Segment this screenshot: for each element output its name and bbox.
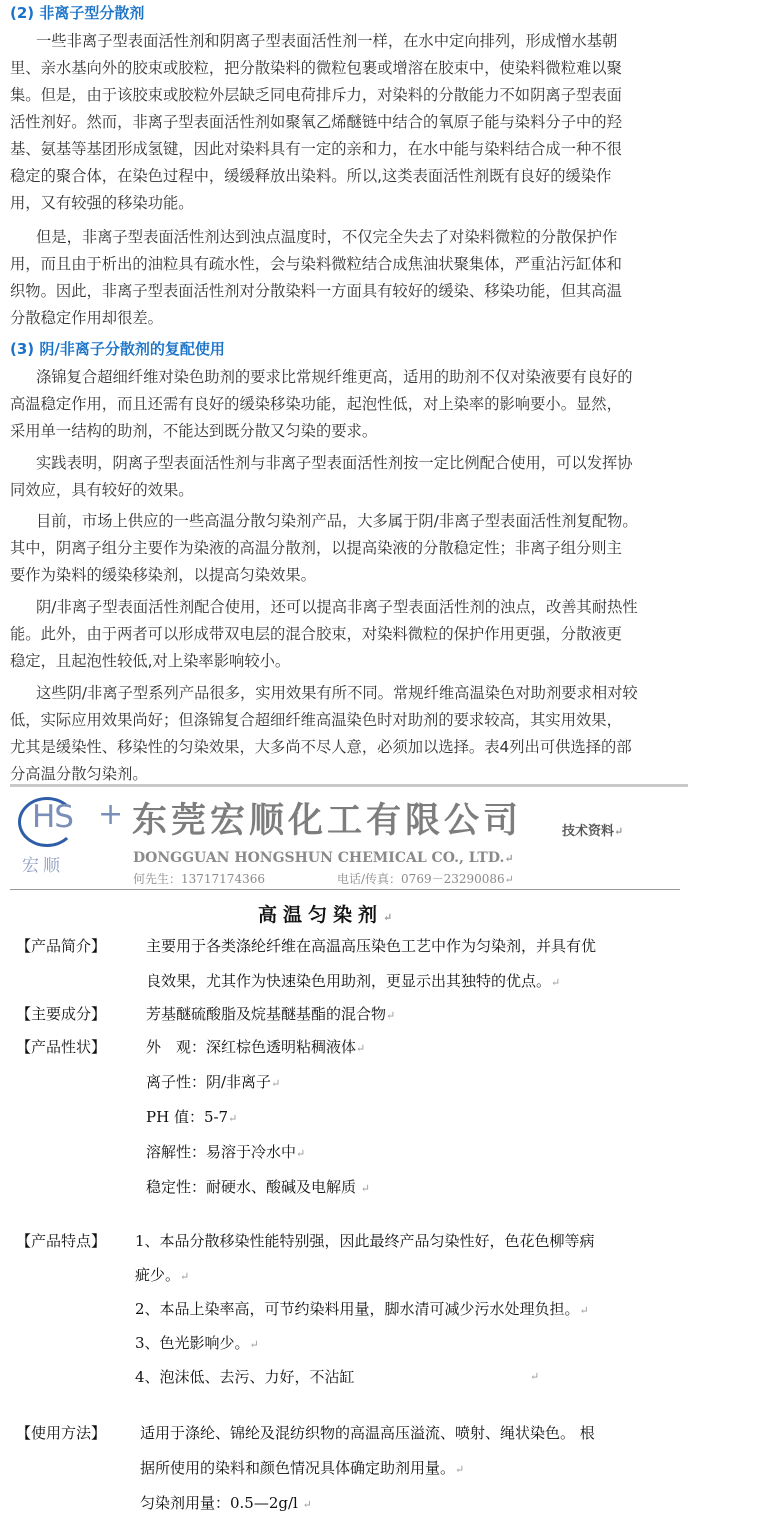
intro-label: 【产品简介】 [16,937,107,955]
paragraph-line: 这些阴/非离子型系列产品很多，实用效果有所不同。常规纤维高温染色对助剂要求相对较 [36,684,638,702]
paragraph-mark-icon: ↵ [504,873,514,886]
paragraph-line: 分散稳定作用却很差。 [10,309,163,327]
paragraph-line: 基、氨基等基团形成氢键，因此对染料具有一定的亲和力，在水中能与染料结合成一种不很 [10,140,622,158]
paragraph-line: 目前，市场上供应的一些高温分散匀染剂产品，大多属于阴/非离子型表面活性剂复配物。 [36,512,638,530]
composition-value [146,1003,395,1024]
company-en-text: DONGGUAN HONGSHUN CHEMICAL CO., LTD. [133,850,505,866]
paragraph-mark-icon: ↵ [579,1304,589,1317]
paragraph-mark-icon: ↵ [551,976,561,989]
paragraph-mark-icon: ↵ [271,1077,281,1090]
logo-plus-icon: + [98,797,124,832]
header-divider [10,889,680,890]
paragraph-mark-icon: ↵ [249,1338,259,1351]
logo-cn-text: 宏顺 [22,856,64,876]
feature-item: 4、泡沫低、去污、力好，不沾缸 [135,1368,355,1386]
contact-tel-text: 电话/传真：0769－23290086 [337,872,505,886]
property-text: 稳定性：耐硬水、酸碱及电解质 [146,1178,357,1196]
paragraph-line: 低，实际应用效果尚好；但涤锦复合超细纤维高温染色时对助剂的要求较高，其实用效果， [10,711,622,729]
features-label: 【产品特点】 [16,1232,107,1250]
paragraph-line: 活性剂好。然而，非离子型表面活性剂如聚氧乙烯醚链中结合的氧原子能与染料分子中的羟 [10,113,622,131]
paragraph-mark-icon: ↵ [302,1498,312,1511]
usage-line: 适用于涤纶、锦纶及混纺织物的高温高压溢流、喷射、绳状染色。 根 [140,1424,595,1442]
feature-text: 3、色光影响少。 [135,1334,250,1352]
property-stability [146,1176,370,1197]
logo-hs-text: HS [32,799,73,835]
paragraph-line: 尤其是缓染性、移染性的匀染效果，大多尚不尽人意，必须加以选择。表4列出可供选择的部 [10,738,632,756]
paragraph-line: 采用单一结构的助剂，不能达到既分散又匀染的要求。 [10,422,378,440]
intro-line: 主要用于各类涤纶纤维在高温高压染色工艺中作为匀染剂，并具有优 [146,937,597,955]
paragraph-mark-icon: ↵ [614,825,624,838]
tech-tag-text: 技术资料 [562,824,615,839]
paragraph-line: 能。此外，由于两者可以形成带双电层的混合胶束，对染料微粒的保护作用更强，分散液更 [10,625,622,643]
product-sheet-image [0,790,760,1523]
paragraph-line: 一些非离子型表面活性剂和阴离子型表面活性剂一样，在水中定向排列，形成憎水基朝 [36,32,618,50]
product-title [258,900,398,927]
paragraph-mark-icon: ↵ [455,1463,465,1476]
feature-item [135,1332,259,1353]
section-title-nonionic: (2) 非离子型分散剂 [10,4,145,22]
property-ph [146,1106,237,1127]
composition-label: 【主要成分】 [16,1005,107,1023]
usage-label: 【使用方法】 [16,1424,107,1442]
paragraph-line: 稳定的聚合体，在染色过程中，缓缓释放出染料。所以,这类表面活性剂既有良好的缓染作 [10,167,612,185]
feature-text: 疵少。 [135,1266,181,1284]
paragraph-line: 稳定，且起泡性较低,对上染率影响较小。 [10,652,291,670]
feature-item [135,1264,189,1285]
company-name-en [133,850,514,866]
product-title-text: 高温匀染剂 [258,904,384,926]
usage-text: 匀染剂用量：0.5—2g/l [140,1494,298,1512]
paragraph-mark-icon: ↵ [228,1112,238,1125]
usage-dosage [140,1492,312,1513]
property-appearance [146,1036,365,1057]
property-text: 溶解性：易溶于冷水中 [146,1143,297,1161]
paragraph-line: 但是，非离子型表面活性剂达到浊点温度时，不仅完全失去了对染料微粒的分散保护作 [36,228,618,246]
contact-tel [337,870,514,887]
paragraph-mark-icon: ↵ [356,1042,366,1055]
paragraph-line: 要作为染料的缓染移染剂，以提高匀染效果。 [10,566,316,584]
paragraph-line: 同效应，具有较好的效果。 [10,481,194,499]
paragraph-mark-icon: ↵ [386,1009,396,1022]
usage-line [140,1457,464,1478]
paragraph-mark-icon: ↵ [360,1182,371,1195]
property-text: 外 观：深红棕色透明粘稠液体 [146,1038,357,1056]
intro-line [146,970,560,991]
paragraph-mark-icon: ↵ [383,911,399,924]
paragraph-line: 织物。因此，非离子型表面活性剂对分散染料一方面具有较好的缓染、移染功能，但其高温 [10,282,622,300]
contact-phone: 何先生：13717174366 [133,872,265,886]
intro-line-text: 良效果，尤其作为快速染色用助剂，更显示出其独特的优点。 [146,972,552,990]
section-title-compound: (3) 阴/非离子分散剂的复配使用 [10,340,225,358]
property-ionic [146,1071,280,1092]
company-name-cn: 东莞宏顺化工有限公司 [132,801,523,841]
paragraph-mark-icon: ↵ [296,1147,306,1160]
property-text: PH 值：5-7 [146,1108,229,1126]
paragraph-line: 集。但是，由于该胶束或胶粒外层缺乏同电荷排斥力，对染料的分散能力不如阴离子型表面 [10,86,622,104]
paragraph-line: 阴/非离子型表面活性剂配合使用，还可以提高非离子型表面活性剂的浊点，改善其耐热性 [36,598,638,616]
paragraph-line: 用，而且由于析出的油粒具有疏水性，会与染料微粒结合成焦油状聚集体，严重沾污缸体和 [10,255,622,273]
paragraph-mark-icon: ↵ [504,852,514,865]
paragraph-line: 实践表明，阴离子型表面活性剂与非离子型表面活性剂按一定比例配合使用，可以发挥协 [36,454,633,472]
feature-text: 2、本品上染率高，可节约染料用量，脚水清可减少污水处理负担。 [135,1300,580,1318]
properties-label: 【产品性状】 [16,1038,107,1056]
paragraph-line: 其中，阴离子组分主要作为染液的高温分散剂，以提高染液的分散稳定性；非离子组分则主 [10,539,622,557]
company-logo [18,797,124,876]
paragraph-mark-icon: ↵ [530,1370,540,1383]
usage-text: 据所使用的染料和颜色情况具体确定助剂用量。 [140,1459,456,1477]
property-text: 离子性：阴/非离子 [146,1073,272,1091]
tech-info-tag [562,820,623,839]
paragraph-line: 里、亲水基向外的胶束或胶粒，把分散染料的微粒包裹或增溶在胶束中，使染料微粒难以聚 [10,59,622,77]
composition-text: 芳基醚硫酸脂及烷基醚基酯的混合物 [146,1005,387,1023]
paragraph-mark-icon: ↵ [180,1270,190,1283]
image-top-border [10,784,688,787]
feature-item: 1、本品分散移染性能特别强，因此最终产品匀染性好，色花色柳等病 [135,1232,595,1250]
property-solubility [146,1141,305,1162]
feature-item [135,1298,589,1319]
paragraph-line: 涤锦复合超细纤维对染色助剂的要求比常规纤维更高，适用的助剂不仅对染液要有良好的 [36,368,633,386]
paragraph-line: 高温稳定作用，而且还需有良好的缓染移染功能，起泡性低，对上染率的影响要小。显然， [10,395,622,413]
paragraph-line: 用，又有较强的移染功能。 [10,194,194,212]
paragraph-line: 分高温分散匀染剂。 [10,765,148,783]
